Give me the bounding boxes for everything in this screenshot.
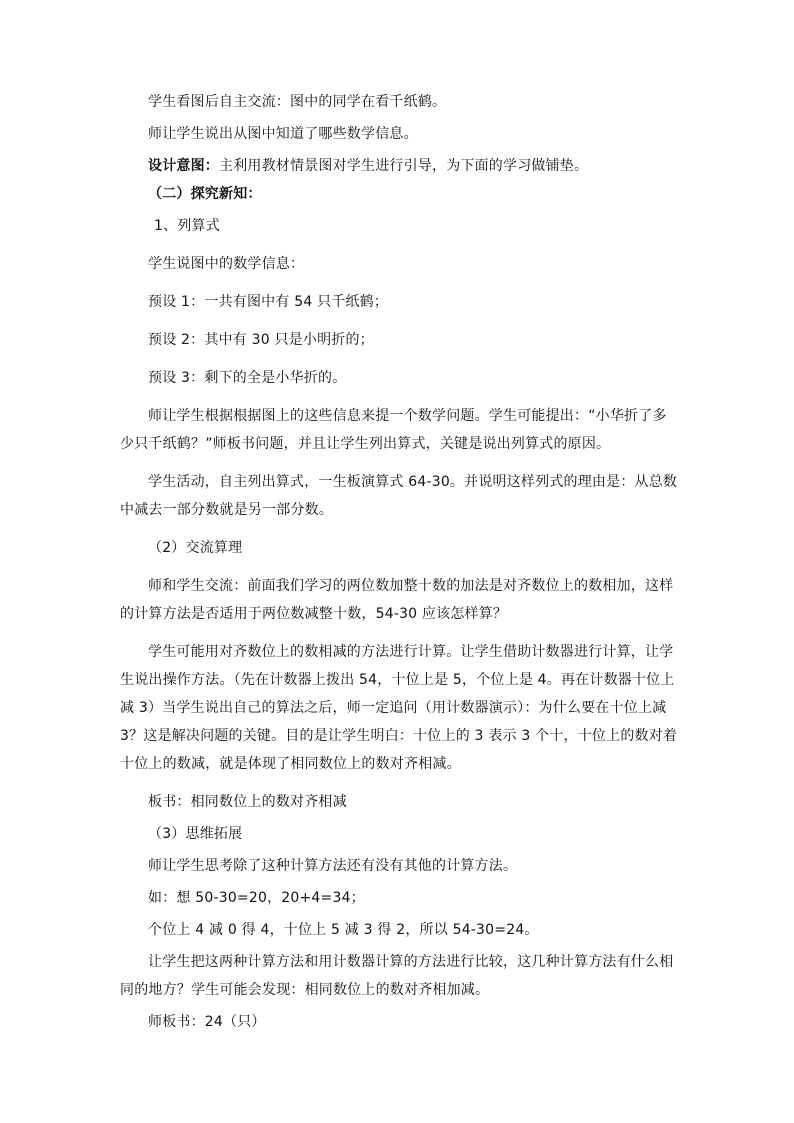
paragraph-board-writing-rule: 板书：相同数位上的数对齐相减 [148,794,347,810]
design-intent-text: 主利用教材情景图对学生进行引导，为下面的学习做铺垫。 [219,158,589,174]
paragraph-design-intent [120,152,680,180]
section-heading-explore: （二）探究新知： [148,186,262,202]
design-intent-label: 设计意图： [148,158,219,174]
paragraph-student-info: 学生说图中的数学信息： [148,256,305,272]
paragraph-example-method: 如：想 50-30=20，20+4=34； [148,890,365,906]
paragraph-digit-method: 个位上 4 减 0 得 4，十位上 5 减 3 得 2，所以 54-30=24。 [148,922,539,938]
paragraph-other-methods: 师让学生思考除了这种计算方法还有没有其他的计算方法。 [148,858,518,874]
paragraph-student-exchange: 学生看图后自主交流：图中的同学在看千纸鹤。 [148,94,447,110]
paragraph-compare-methods: 让学生把这两种计算方法和用计数器计算的方法进行比较，这几种计算方法有什么相同的地方？学生可能会发现：相同数位上的数对齐相加减。 [120,954,674,998]
paragraph-student-activity: 学生活动，自主列出算式，一生板演算式 64-30。并说明这样列式的理由是：从总数中减去一部分数就是另一部分数。 [120,474,678,518]
paragraph-teacher-asks-info: 师让学生说出从图中知道了哪些数学信息。 [148,126,418,142]
subheading-thinking-extension: （3）思维拓展 [148,826,243,842]
paragraph-preset-3: 预设 3：剩下的全是小华折的。 [148,370,347,386]
paragraph-propose-question: 师让学生根据根据图上的这些信息来提一个数学问题。学生可能提出：“小华折了多少只千纸鹤？”师板书问题，并且让学生列出算式，关键是说出列算式的原因。 [120,408,667,452]
subheading-equation: 1、列算式 [154,218,220,234]
paragraph-preset-1: 预设 1：一共有图中有 54 只千纸鹤； [148,294,389,310]
paragraph-teacher-student-exchange: 师和学生交流：前面我们学习的两位数加整十数的加法是对齐数位上的数相加，这样的计算方法是否适用于两位数减整十数，54-30 应该怎样算？ [120,578,674,622]
paragraph-counter-method: 学生可能用对齐数位上的数相减的方法进行计算。让学生借助计数器进行计算，让学生说出操作方法。（先在计数器上拨出 54，十位上是 5，个位上是 4。再在计数器十位上减 3）当学生说出自己的算法之后，师一定追问（用计数器演示）：为什么要在十位上减 3？这是解决问题的关键。目的是让学生明白：十位上的 3 表示 3 个十，十位上的数对着十位上的数减，就是体现了相同数位上的数对齐相减。 [120,644,678,772]
paragraph-board-answer: 师板书：24（只） [148,1014,266,1030]
subheading-exchange-reasoning: （2）交流算理 [148,540,243,556]
paragraph-preset-2: 预设 2：其中有 30 只是小明折的； [148,332,374,348]
document-body [120,88,680,1036]
